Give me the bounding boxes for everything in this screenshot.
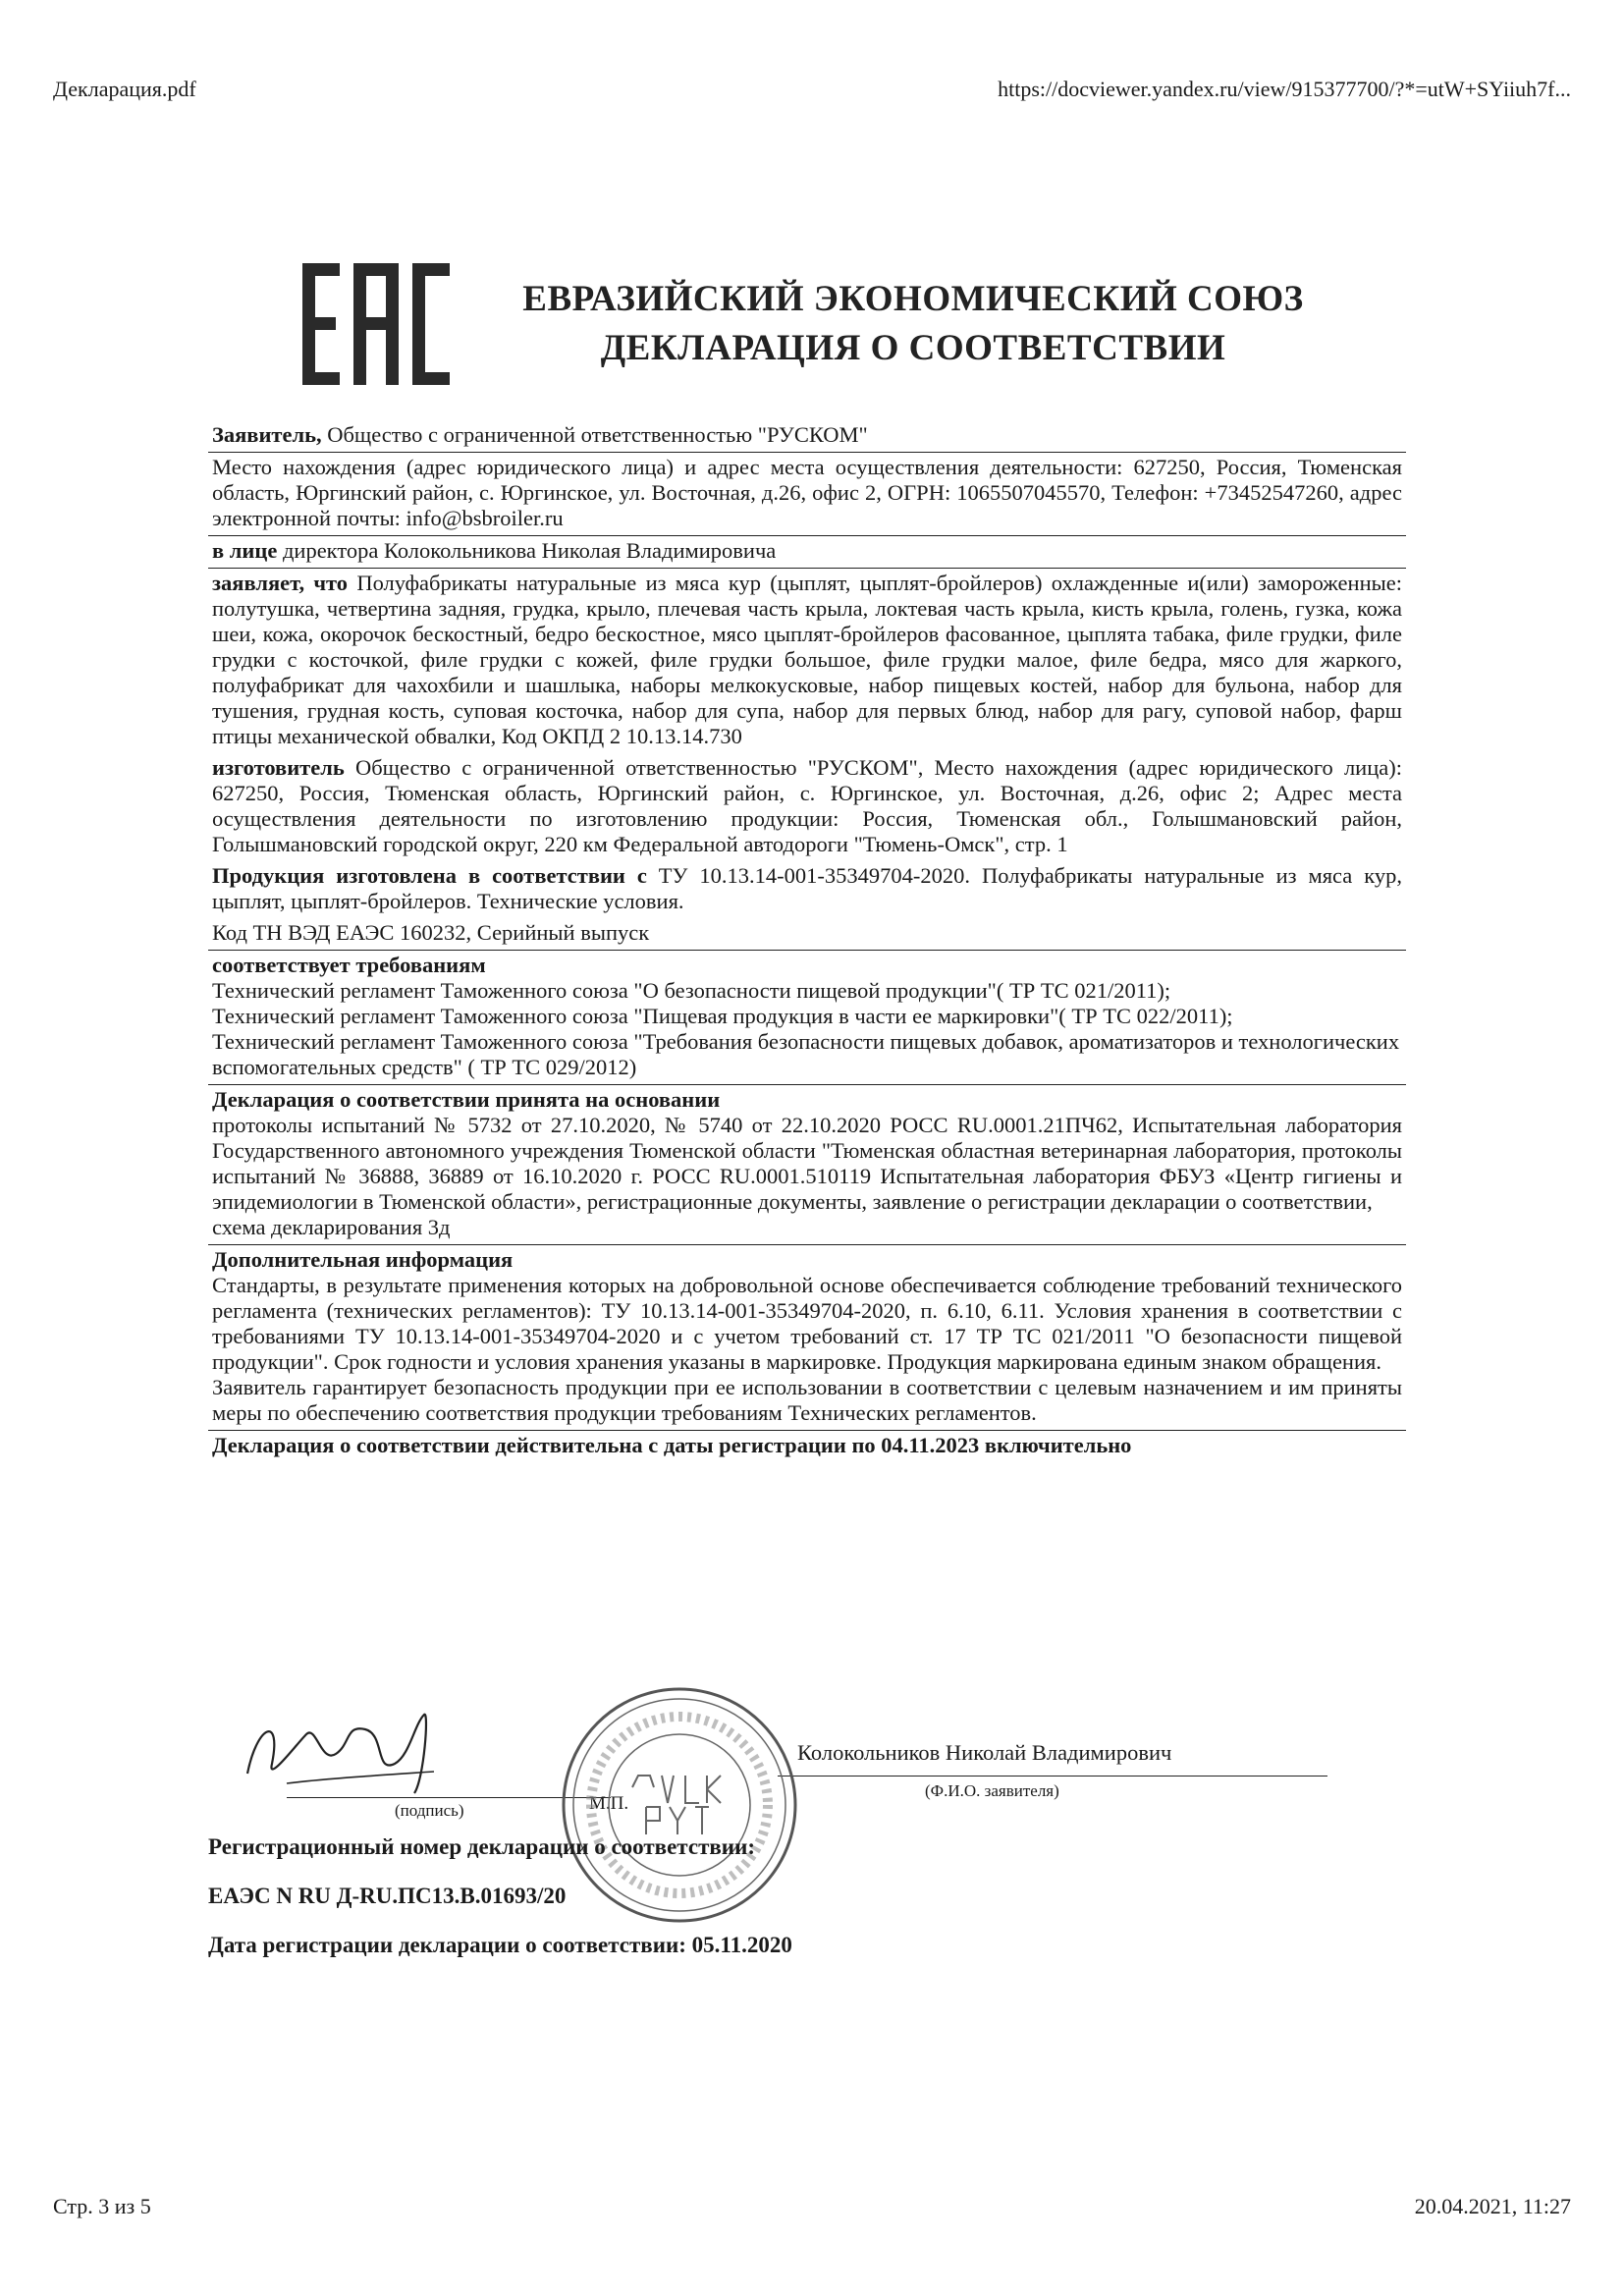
declaration-body <box>208 420 1406 1462</box>
mp-label: М.П. <box>589 1793 629 1814</box>
produced-text: ТУ 10.13.14-001-35349704-2020. Полуфабрикаты натуральные из мяса кур, цыплят, цыплят-бройлеров. Технические условия. <box>212 863 1402 913</box>
applicant-label: Заявитель, <box>212 422 322 447</box>
document-title <box>491 275 1335 373</box>
address-text: Место нахождения (адрес юридического лица) и адрес места осуществления деятельности: 627250, Россия, Тюменская область, Юргинский район, с. Юргинское, ул. Восточная, д.26, офис 2, ОГРН: 1065507045570, Телефон: +73452547260, адрес электронной почты: info@bsbroiler.ru <box>212 455 1402 530</box>
additional-text-guarantee: Заявитель гарантирует безопасность продукции при ее использовании в соответствии с целевым назначением и им приняты меры по обеспечению соответствия продукции требованиям Технических регламентов. <box>212 1375 1402 1425</box>
regulation-item: Технический регламент Таможенного союза "О безопасности пищевой продукции"( ТР ТС 021/2011); <box>212 978 1171 1003</box>
registration-number: ЕАЭС N RU Д-RU.ПС13.В.01693/20 <box>208 1884 567 1908</box>
registration-number-label: Регистрационный номер декларации о соответствии: <box>208 1834 755 1859</box>
applicant-name: Общество с ограниченной ответственностью "РУСКОМ" <box>321 422 868 447</box>
tnved-section <box>208 918 1406 951</box>
complies-section <box>208 951 1406 1085</box>
produced-section <box>208 861 1406 918</box>
applicant-section <box>208 420 1406 453</box>
handwritten-signature <box>228 1685 444 1803</box>
representative-section <box>208 536 1406 569</box>
manufacturer-label: изготовитель <box>212 755 345 780</box>
company-seal <box>552 1677 807 1933</box>
representative-name: директора Колокольникова Николая Владимировича <box>277 538 777 563</box>
print-timestamp: 20.04.2021, 11:27 <box>1414 2194 1571 2218</box>
signature-caption: (подпись) <box>395 1801 464 1820</box>
file-name: Декларация.pdf <box>53 77 196 101</box>
manufacturer-section <box>208 753 1406 861</box>
complies-label: соответствует требованиям <box>212 953 486 977</box>
validity-text: Декларация о соответствии действительна с даты регистрации по 04.11.2023 включительно <box>212 1433 1132 1457</box>
basis-label: Декларация о соответствии принята на основании <box>212 1087 721 1112</box>
basis-section <box>208 1085 1406 1245</box>
additional-text-standards: Стандарты, в результате применения которых на добровольной основе обеспечивается соблюдение требований технического регламента (технических регламентов): ТУ 10.13.14-001-35349704-2020, п. 6.10, 6.11. Условия хранения в соответствии с требованиями ТУ 10.13.14-001-35349704-2020 и с учетом требований ст. 17 ТР ТС 021/2011 "О безопасности пищевой продукции". Срок годности и условия хранения указаны в маркировке. Продукция маркирована единым знаком обращения. <box>212 1273 1402 1374</box>
page-url[interactable]: https://docviewer.yandex.ru/view/915377700/?*=utW+SYiiuh7f... <box>998 77 1571 101</box>
title-line-union: ЕВРАЗИЙСКИЙ ЭКОНОМИЧЕСКИЙ СОЮЗ <box>522 279 1304 319</box>
basis-text: протоколы испытаний № 5732 от 27.10.2020, № 5740 от 22.10.2020 РОСС RU.0001.21ПЧ62, Испытательная лаборатория Государственного автономного учреждения Тюменской области "Тюменская областная ветеринарная лаборатория, протоколы испытаний № 36888, 36889 от 16.10.2020 г. РОСС RU.0001.510119 Испытательная лаборатория ФБУЗ «Центр гигиены и эпидемиологии в Тюменской области», регистрационные документы, заявление о регистрации декларации о соответствии, <box>212 1113 1402 1214</box>
page-indicator: Стр. 3 из 5 <box>53 2194 151 2218</box>
eac-logo <box>302 263 450 385</box>
manufacturer-text: Общество с ограниченной ответственностью "РУСКОМ", Место нахождения (адрес юридического лица): 627250, Россия, Тюменская область, Юргинский район, с. Юргинское, ул. Восточная, д.26, офис 2; Адрес места осуществления деятельности по изготовлению продукции: Россия, Тюменская обл., Голышмановский район, Голышмановский городской округ, 220 км Федеральной автодороги "Тюмень-Омск", стр. 1 <box>212 755 1402 856</box>
regulation-item: Технический регламент Таможенного союза "Требования безопасности пищевых добавок, ароматизаторов и технологических вспомогательных средств" ( ТР ТС 029/2012) <box>212 1029 1400 1079</box>
title-line-declaration: ДЕКЛАРАЦИЯ О СООТВЕТСТВИИ <box>600 328 1226 368</box>
registration-date: Дата регистрации декларации о соответствии: 05.11.2020 <box>208 1933 792 1957</box>
name-line <box>778 1776 1327 1777</box>
address-section <box>208 453 1406 536</box>
additional-section <box>208 1245 1406 1431</box>
signature-area <box>208 1677 1406 1952</box>
product-description: Полуфабрикаты натуральные из мяса кур (цыплят, цыплят-бройлеров) охлажденные и(или) замороженные: полутушка, четвертина задняя, грудка, крыло, плечевая часть крыла, локтевая часть крыла, кисть крыла, голень, гузка, кожа шеи, кожа, окорочок бескостный, бедро бескостное, мясо цыплят-бройлеров фасованное, цыплята табака, филе грудки, филе грудки с косточкой, филе грудки с кожей, филе грудки большое, филе грудки малое, филе бедра, мясо для жаркого, полуфабрикат для чахохбили и шашлыка, наборы мелкокусковые, набор пищевых костей, набор для бульона, набор для тушения, грудная кость, суповая косточка, набор для супа, набор для первых блюд, набор для рагу, суповой набор, фарш птицы механической обвалки, Код ОКПД 2 10.13.14.730 <box>212 571 1402 748</box>
declares-section <box>208 569 1406 753</box>
basis-scheme: схема декларирования 3д <box>212 1215 451 1239</box>
print-footer <box>53 2194 1571 2219</box>
print-header <box>53 77 1571 102</box>
name-caption: (Ф.И.О. заявителя) <box>925 1781 1059 1800</box>
tnved-code: Код ТН ВЭД ЕАЭС 160232, Серийный выпуск <box>212 920 650 945</box>
declares-label: заявляет, что <box>212 571 349 595</box>
additional-label: Дополнительная информация <box>212 1247 514 1272</box>
produced-label: Продукция изготовлена в соответствии с <box>212 863 647 888</box>
validity-section <box>208 1431 1406 1462</box>
signatory-name: Колокольников Николай Владимирович <box>797 1740 1172 1765</box>
representative-label: в лице <box>212 538 278 563</box>
regulation-item: Технический регламент Таможенного союза "Пищевая продукция в части ее маркировки"( ТР ТС 022/2011); <box>212 1004 1233 1028</box>
